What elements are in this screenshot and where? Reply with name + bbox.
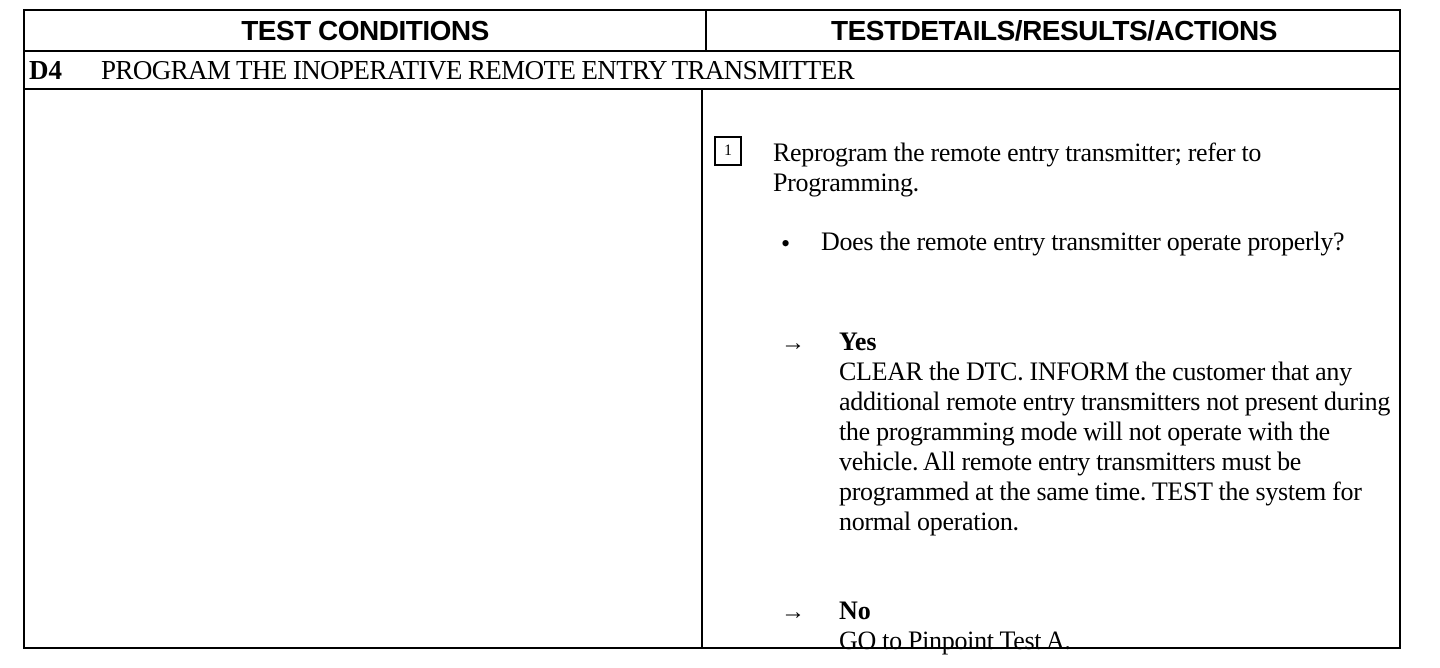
test-table	[23, 9, 1401, 655]
yes-label: Yes	[839, 327, 877, 356]
question-text: Does the remote entry transmitter operate properly?	[821, 227, 1345, 256]
bullet-icon: •	[781, 229, 791, 258]
no-label: No	[839, 596, 871, 625]
step-row	[25, 52, 1399, 90]
step-title: PROGRAM THE INOPERATIVE REMOTE ENTRY TRANSMITTER	[101, 54, 854, 85]
step-id: D4	[29, 54, 62, 85]
arrow-right-icon: →	[781, 599, 805, 625]
header-row	[25, 11, 1399, 52]
test-conditions-cell	[25, 90, 701, 647]
no-action-text: GO to Pinpoint Test A.	[839, 626, 1071, 655]
arrow-right-icon: →	[781, 330, 805, 356]
header-test-details: TESTDETAILS/RESULTS/ACTIONS	[831, 14, 1277, 46]
instruction-text: Reprogram the remote entry transmitter; refer to Programming.	[773, 138, 1262, 197]
test-details-cell	[703, 90, 1399, 655]
step-number-box: 1	[714, 136, 742, 166]
yes-action-text: CLEAR the DTC. INFORM the customer that any additional remote entry transmitters not present during the programming mode will not operate with the vehicle. All remote entry transmitters must be programmed at the same time. TEST the system for normal operation.	[839, 357, 1391, 536]
header-test-conditions: TEST CONDITIONS	[241, 14, 489, 46]
